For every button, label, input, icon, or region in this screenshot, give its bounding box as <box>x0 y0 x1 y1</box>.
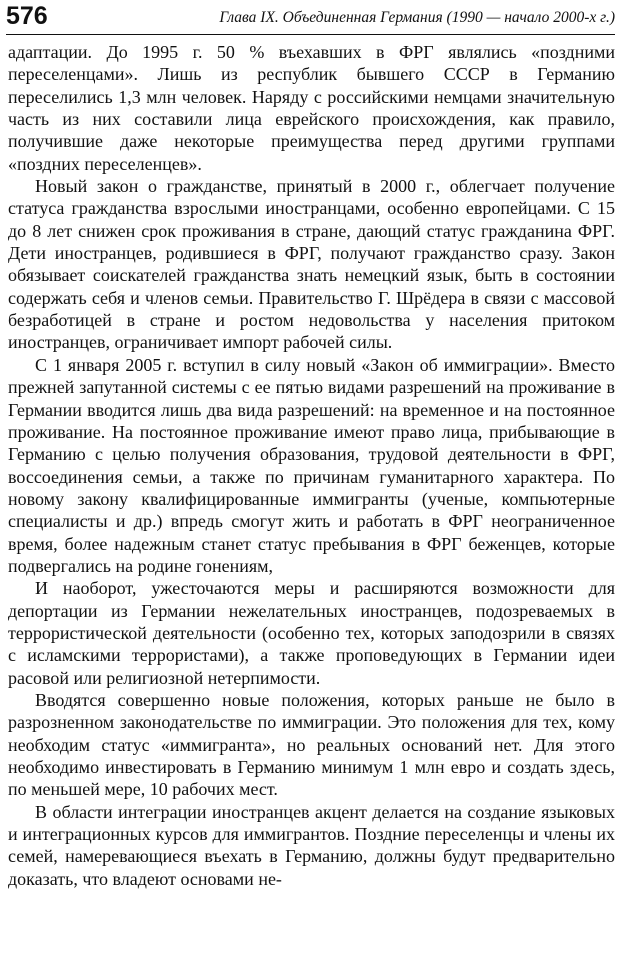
running-title: Глава IX. Объединенная Германия (1990 — начало 2000-х г.) <box>219 9 615 26</box>
page-number: 576 <box>6 2 48 30</box>
paragraph-3: С 1 января 2005 г. вступил в силу новый «Закон об иммиграции». Вместо прежней запутанной системы с ее пятью видами разрешений на проживание в Германии вводится лишь два вида разрешений: на временное и на постоянное проживание. На постоянное проживание имеют право лица, прибывающие в Германию с целью получения образования, трудовой деятельности в ФРГ, воссоединения семьи, а также по причинам гуманитарного характера. По новому закону квалифицированные иммигранты (ученые, компьютерные специалисты и др.) впредь смогут жить и работать в ФРГ неограниченное время, более надежным станет статус пребывания в ФРГ беженцев, которые подвергались на родине гонениям, <box>8 354 615 576</box>
paragraph-6: В области интеграции иностранцев акцент делается на создание языковых и интеграционных курсов для иммигрантов. Поздние переселенцы и члены их семей, намеревающиеся въехать в Германию, должны будут предварительно доказать, что владеют основами не- <box>8 801 615 889</box>
page-header <box>6 0 615 35</box>
paragraph-1: адаптации. До 1995 г. 50 % въехавших в ФРГ являлись «поздними переселенцами». Лишь из республик бывшего СССР в Германию переселились 1,3 млн человек. Наряду с российскими немцами значительную часть из них составили лица еврейского происхождения, как правило, получившие даже некоторые преимущества перед другими группами «поздних переселенцев». <box>8 42 615 174</box>
paragraph-4: И наоборот, ужесточаются меры и расширяются возможности для депортации из Германии нежелательных иностранцев, подозреваемых в террористической деятельности (особенно тех, которых заподозрили в связях с исламскими террористами), а также проповедующих в Германии идеи расовой или религиозной нетерпимости. <box>8 578 615 688</box>
paragraph-2: Новый закон о гражданстве, принятый в 2000 г., облегчает получение статуса гражданства взрослыми иностранцами, особенно европейцами. С 15 до 8 лет снижен срок проживания в стране, дающий статус гражданина ФРГ. Дети иностранцев, родившиеся в ФРГ, получают гражданство сразу. Закон обязывает соискателей гражданства знать немецкий язык, быть в состоянии содержать себя и членов семьи. Правительство Г. Шрёдера в связи с массовой безработицей в стране и ростом недовольства у населения притоком иностранцев, ограничивает импорт рабочей силы. <box>8 176 615 353</box>
body-text <box>8 41 615 890</box>
paragraph-5: Вводятся совершенно новые положения, которых раньше не было в разрозненном законодательстве по иммиграции. Это положения для тех, кому необходим статус «иммигранта», но реальных оснований нет. Для этого необходимо инвестировать в Германию минимум 1 млн евро и создать здесь, по меньшей мере, 10 рабочих мест. <box>8 689 615 800</box>
